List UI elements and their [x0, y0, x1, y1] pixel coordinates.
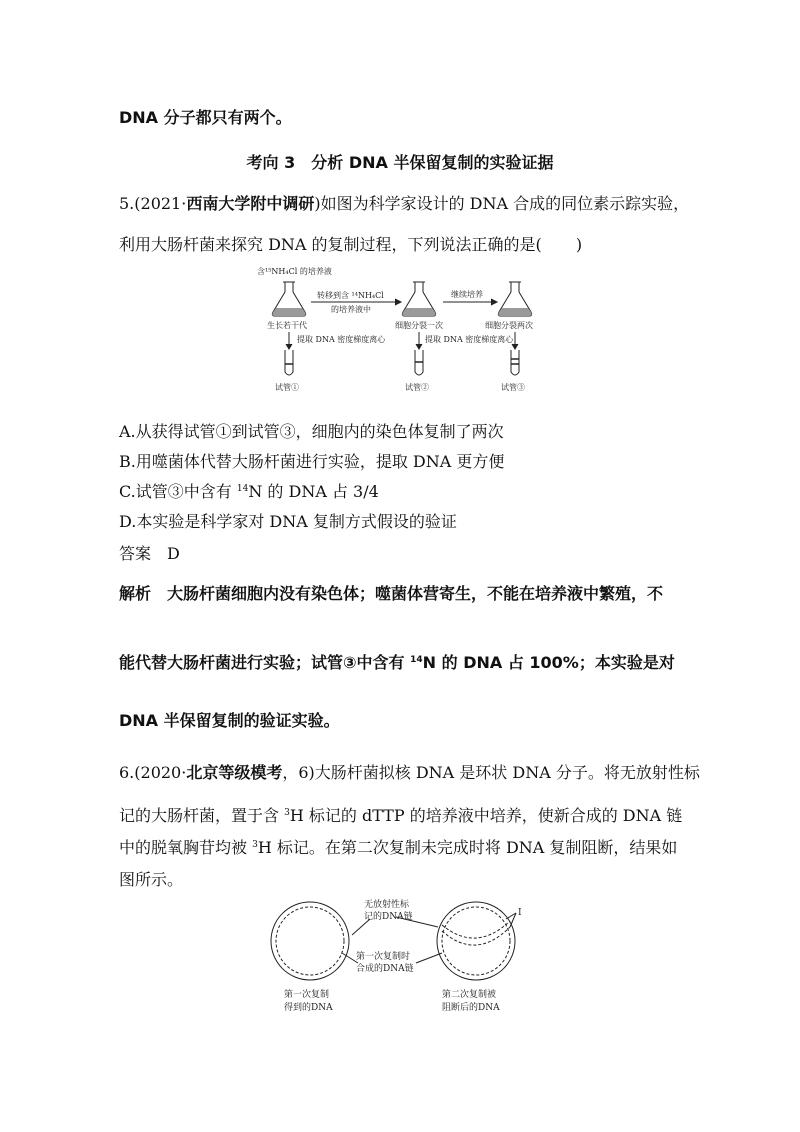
q5-text: )如图为科学家设计的 DNA 合成的同位素示踪实验，: [314, 194, 690, 213]
q6-text-5: H 标记。在第二次复制未完成时将 DNA 复制阻断，结果如: [257, 838, 678, 857]
q6-source: 北京等级模考: [186, 763, 283, 782]
left-dna-circle: [271, 902, 349, 980]
fig2-label-top-1: 无放射性标: [364, 900, 410, 910]
line-continuation: [119, 110, 292, 126]
fig1-extract1: 提取 DNA 密度梯度离心: [297, 335, 386, 344]
explanation-line-1: 解析 大肠杆菌细胞内没有染色体；噬菌体营寄生，不能在培养液中繁殖，不: [119, 584, 664, 603]
fig2-left-1: 第一次复制: [284, 990, 330, 1000]
fig1-flask3-label: 细胞分裂两次: [485, 321, 533, 330]
q6-text: ，6)大肠杆菌拟核 DNA 是环状 DNA 分子。将无放射性标: [282, 763, 700, 782]
section-heading: 考向 3 分析 DNA 半保留复制的实验证据: [246, 153, 554, 172]
fig2-right-1: 第二次复制被: [442, 990, 497, 1000]
question-6-line-1: [119, 765, 700, 781]
continuation-text: DNA 分子都只有两个。: [119, 108, 292, 127]
q6-text-2: 记的大肠杆菌，置于含: [119, 806, 285, 825]
exp2-text-2: N 的 DNA 占 100%；本实验是对: [422, 653, 675, 672]
fig2-label-mid-1: 第一次复制时: [356, 952, 411, 962]
option-d: D.本实验是科学家对 DNA 复制方式假设的验证: [119, 512, 457, 531]
figure-isotope-experiment: [255, 264, 555, 396]
question-6-line-4: 图所示。: [119, 870, 184, 889]
flask-3-icon: [498, 282, 531, 316]
question-5-line-2: [119, 237, 582, 253]
option-c-sup: 14: [236, 484, 249, 494]
fig2-right-2: 阻断后的DNA: [442, 1003, 500, 1013]
question-6-line-2: [119, 808, 682, 824]
fig1-flask1-label: 生长若干代: [267, 321, 307, 330]
fig1-tube2-label: 试管②: [405, 383, 429, 392]
fig1-arrow1-top: 转移到含 ¹⁴NH₄Cl: [317, 291, 384, 300]
fig2-label-top-2: 记的DNA链: [364, 912, 413, 922]
option-c-text: C.试管③中含有: [119, 482, 237, 501]
tube-3-icon: [511, 350, 519, 375]
q6-sup: 3: [284, 808, 290, 818]
fig1-tube1-label: 试管①: [275, 383, 299, 392]
fig2-label-i: I: [518, 908, 522, 918]
exp2-sup: 14: [410, 655, 423, 665]
fig2-left-2: 得到的DNA: [284, 1003, 333, 1013]
figure-circular-dna: [266, 893, 542, 1019]
q6-text-4: 中的脱氧胸苷均被: [119, 838, 253, 857]
exp2-text: 能代替大肠杆菌进行实验；试管③中含有: [119, 653, 411, 672]
tube-1-icon: [285, 350, 293, 375]
flask-2-icon: [402, 282, 435, 316]
fig1-flask2-label: 细胞分裂一次: [395, 321, 443, 330]
flask-1-icon: [272, 282, 305, 316]
fig1-extract2: 提取 DNA 密度梯度离心: [425, 335, 514, 344]
question-5-line-1: [119, 196, 689, 212]
q5-paren-close: ): [575, 235, 583, 254]
right-dna-circle: [437, 902, 515, 980]
fig1-tube3-label: 试管③: [501, 383, 525, 392]
question-6-line-3: [119, 840, 677, 856]
fig1-arrow1-bottom: 的培养液中: [331, 305, 371, 314]
answer: 答案 D: [119, 544, 180, 563]
q5-prefix: 5.(2021·: [119, 194, 187, 213]
option-c-text-2: N 的 DNA 占 3/4: [248, 482, 379, 501]
q6-prefix: 6.(2020·: [119, 763, 187, 782]
option-a: A.从获得试管①到试管③，细胞内的染色体复制了两次: [119, 422, 504, 441]
q5-text-2: 利用大肠杆菌来探究 DNA 的复制过程，下列说法正确的是(: [119, 235, 542, 254]
q6-text-3: H 标记的 dTTP 的培养液中培养，使新合成的 DNA 链: [289, 806, 683, 825]
fig2-label-mid-2: 合成的DNA链: [356, 964, 414, 974]
q5-source: 西南大学附中调研: [186, 194, 315, 213]
fig1-arrow2-top: 继续培养: [451, 290, 483, 299]
option-c: [119, 484, 379, 500]
explanation-line-2: [119, 655, 675, 671]
q6-sup-2: 3: [252, 840, 258, 850]
explanation-line-3: DNA 半保留复制的验证实验。: [119, 711, 340, 730]
fig1-top-label: 含¹⁵NH₄Cl 的培养液: [257, 267, 332, 276]
tube-2-icon: [415, 350, 423, 375]
option-b: B.用噬菌体代替大肠杆菌进行实验，提取 DNA 更方便: [119, 452, 505, 471]
